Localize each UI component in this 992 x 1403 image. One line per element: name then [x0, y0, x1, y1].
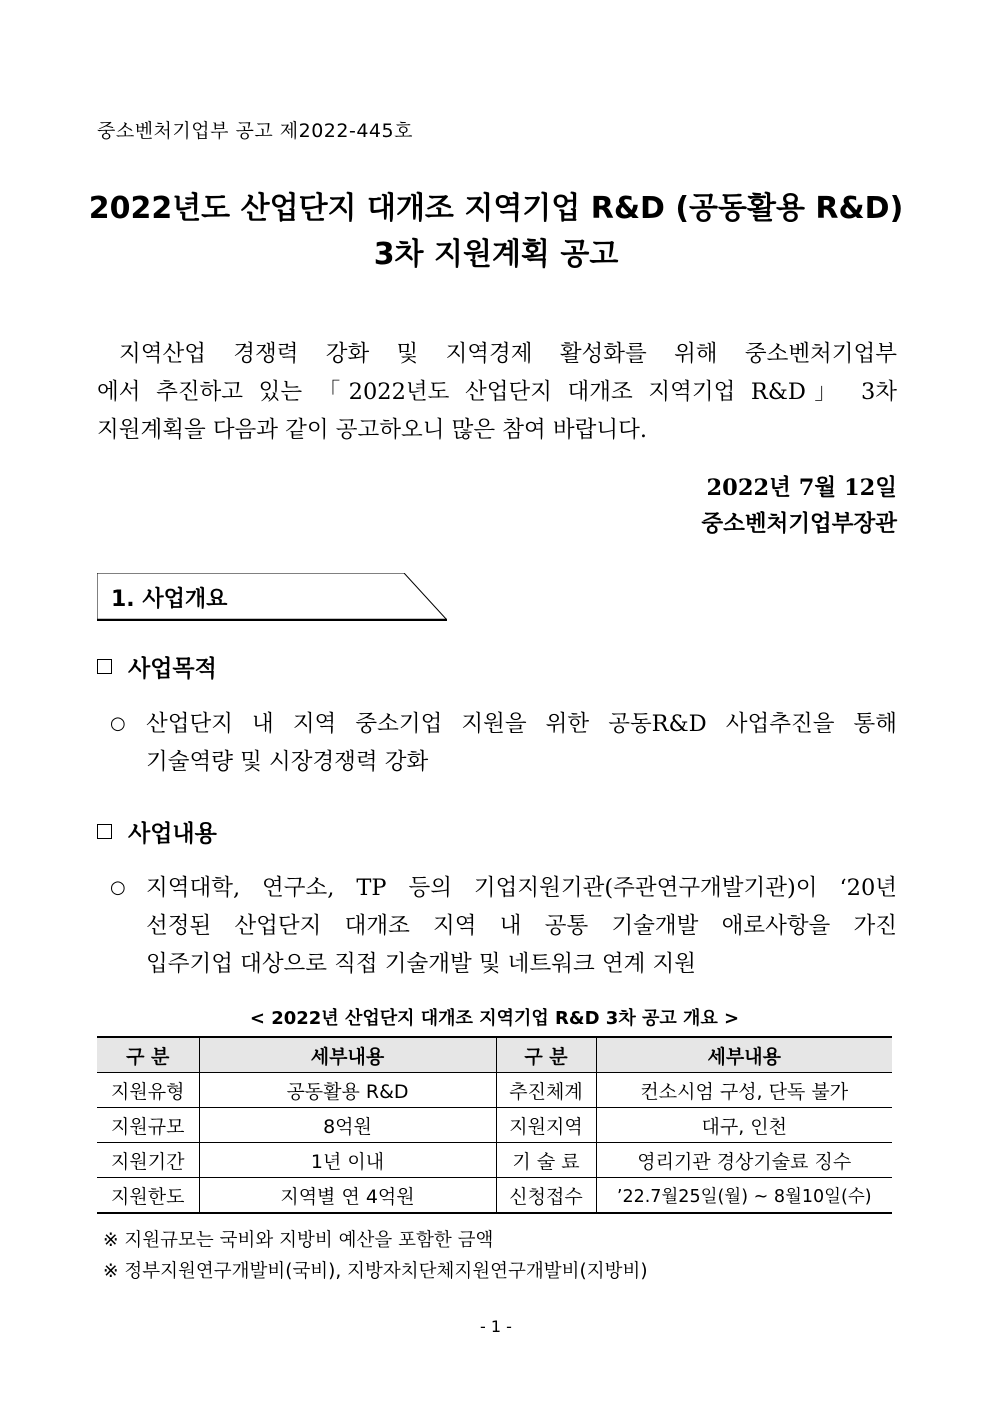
purpose-line: 산업단지 내 지역 중소기업 지원을 위한 공동R&D 사업추진을 통해 — [146, 711, 897, 737]
table-caption: < 2022년 산업단지 대개조 지역기업 R&D 3차 공고 개요 > — [249, 1008, 740, 1029]
square-bullet-icon — [97, 824, 112, 839]
table-cell: ’22.7월25일(월) ~ 8월10일(수) — [596, 1178, 892, 1214]
purpose-line: 기술역량 및 시장경쟁력 강화 — [146, 749, 429, 775]
table-cell: 지원규모 — [97, 1108, 199, 1143]
square-bullet-icon — [97, 659, 112, 674]
content-line: 지역대학, 연구소, TP 등의 기업지원기관(주관연구개발기관)이 ‘20년 — [146, 875, 897, 901]
footnote: ※ 정부지원연구개발비(국비), 지방자치단체지원연구개발비(지방비) — [103, 1261, 648, 1282]
intro-line: 지원계획을 다음과 같이 공고하오니 많은 참여 바랍니다. — [97, 417, 647, 443]
table-cell: 지원지역 — [496, 1108, 596, 1143]
content-line: 입주기업 대상으로 직접 기술개발 및 네트워크 연계 지원 — [146, 951, 696, 977]
table-cell: 추진체계 — [496, 1073, 596, 1108]
table-cell: 1년 이내 — [199, 1143, 496, 1178]
table-row — [97, 1073, 892, 1108]
intro-line: 지역산업 경쟁력 강화 및 지역경제 활성화를 위해 중소벤처기업부 — [119, 341, 897, 367]
table-row — [97, 1178, 892, 1214]
content-heading-text: 사업내용 — [128, 821, 217, 847]
table-cell: 컨소시엄 구성, 단독 불가 — [596, 1073, 892, 1108]
announcement-date: 2022년 7월 12일 — [706, 475, 897, 501]
section-heading-box — [97, 573, 447, 621]
circle-bullet-icon: ○ — [110, 877, 126, 898]
document-title-line-2: 3차 지원계획 공고 — [373, 237, 619, 272]
table-cell: 지역별 연 4억원 — [199, 1178, 496, 1214]
table-cell: 8억원 — [199, 1108, 496, 1143]
purpose-heading-text: 사업목적 — [128, 656, 217, 682]
footnote: ※ 지원규모는 국비와 지방비 예산을 포함한 금액 — [103, 1230, 494, 1251]
table-header-cell: 세부내용 — [199, 1037, 496, 1073]
table-header-row — [97, 1037, 892, 1073]
table-cell: 지원한도 — [97, 1178, 199, 1214]
table-cell: 지원유형 — [97, 1073, 199, 1108]
circle-bullet-icon: ○ — [110, 713, 126, 734]
intro-paragraph — [97, 335, 897, 449]
table-header-cell: 세부내용 — [596, 1037, 892, 1073]
intro-line: 에서 추진하고 있는 「2022년도 산업단지 대개조 지역기업 R&D」 3차 — [97, 379, 897, 405]
table-row — [97, 1143, 892, 1178]
table-cell: 신청접수 — [496, 1178, 596, 1214]
table-header-cell: 구 분 — [97, 1037, 199, 1073]
document-title-line-1: 2022년도 산업단지 대개조 지역기업 R&D (공동활용 R&D) — [88, 191, 904, 226]
notice-number: 중소벤처기업부 공고 제2022-445호 — [97, 120, 413, 142]
purpose-heading — [97, 650, 217, 683]
table-cell: 대구, 인천 — [596, 1108, 892, 1143]
purpose-bullet — [110, 705, 897, 781]
content-line: 선정된 산업단지 대개조 지역 내 공통 기술개발 애로사항을 가진 — [146, 913, 897, 939]
table-cell: 영리기관 경상기술료 징수 — [596, 1143, 892, 1178]
overview-table — [97, 1036, 892, 1214]
table-cell: 기 술 료 — [496, 1143, 596, 1178]
section-heading-label: 1. 사업개요 — [111, 587, 228, 612]
table-header-cell: 구 분 — [496, 1037, 596, 1073]
content-heading — [97, 815, 217, 848]
table-cell: 지원기간 — [97, 1143, 199, 1178]
page-number: - 1 - — [480, 1317, 512, 1336]
content-bullet — [110, 869, 897, 983]
signer: 중소벤처기업부장관 — [701, 511, 897, 537]
table-row — [97, 1108, 892, 1143]
table-cell: 공동활용 R&D — [199, 1073, 496, 1108]
